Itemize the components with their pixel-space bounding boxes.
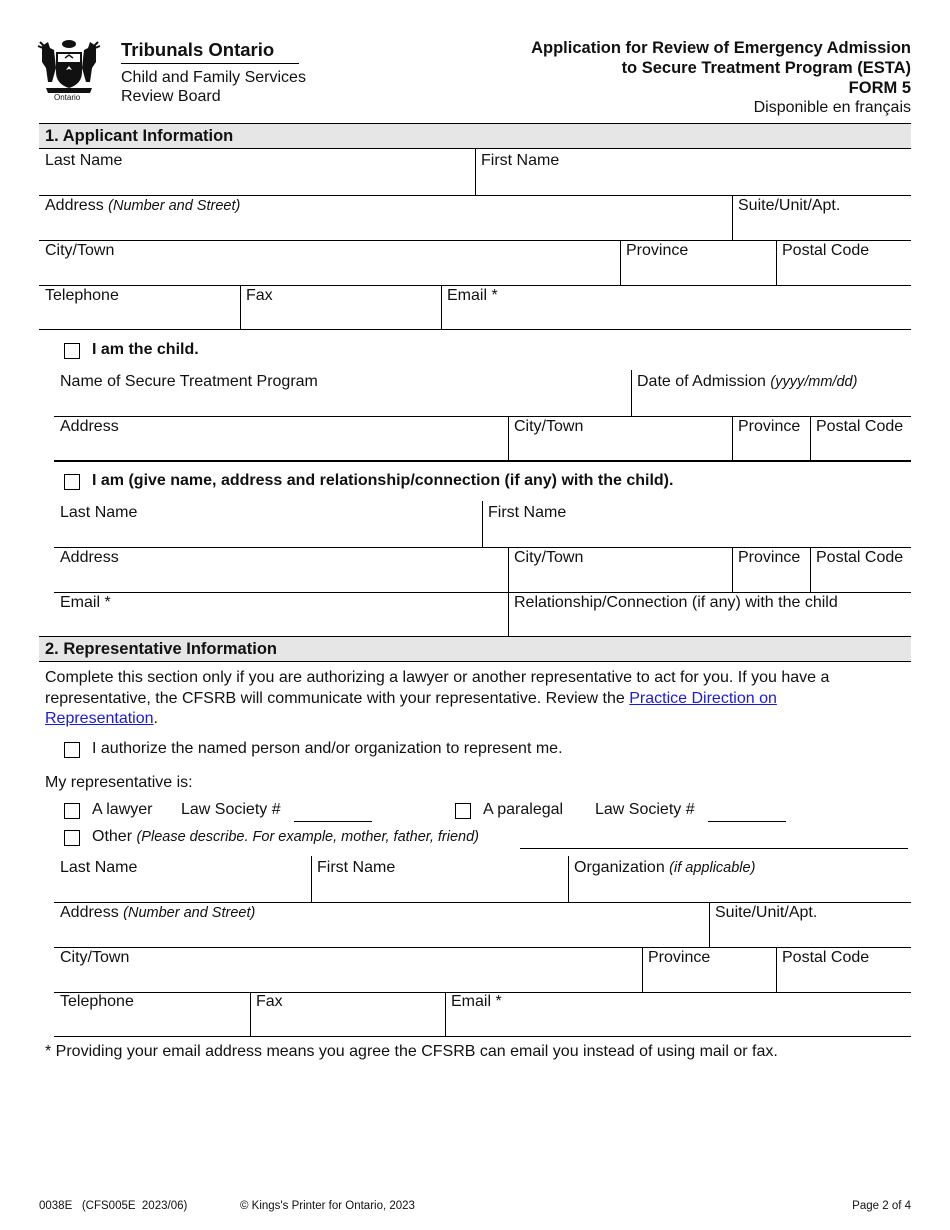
- child-checkbox[interactable]: [64, 343, 80, 359]
- form-title-line1: Application for Review of Emergency Admission: [531, 39, 911, 57]
- other-last-name-label: Last Name: [60, 504, 138, 521]
- program-name-label: Name of Secure Treatment Program: [60, 373, 318, 390]
- rep-city-label: City/Town: [60, 949, 130, 966]
- other-province-label: Province: [738, 549, 801, 566]
- paralegal-label: A paralegal: [483, 801, 564, 818]
- representation-link[interactable]: Representation: [45, 710, 154, 727]
- other-email-label: Email *: [60, 594, 111, 611]
- child-city-label: City/Town: [514, 418, 584, 435]
- rep-province-label: Province: [648, 949, 711, 966]
- rep-telephone-label: Telephone: [60, 993, 134, 1010]
- rep-postal-label: Postal Code: [782, 949, 870, 966]
- practice-direction-link[interactable]: Practice Direction on: [629, 690, 777, 707]
- french-availability: Disponible en français: [753, 99, 911, 116]
- paralegal-law-society-label: Law Society #: [595, 801, 695, 818]
- province-label: Province: [626, 242, 689, 259]
- email-label: Email *: [447, 287, 498, 304]
- lawyer-law-society-label: Law Society #: [181, 801, 281, 818]
- board-line2: Review Board: [121, 88, 221, 105]
- first-name-label: First Name: [481, 152, 560, 169]
- other-city-label: City/Town: [514, 549, 584, 566]
- org-name: Tribunals Ontario: [121, 39, 275, 60]
- rep-fax-label: Fax: [256, 993, 283, 1010]
- page-number: Page 2 of 4: [852, 1200, 911, 1212]
- relationship-label: Relationship/Connection (if any) with the child: [514, 594, 838, 611]
- section2-header: 2. Representative Information: [39, 636, 911, 662]
- section1-header: 1. Applicant Information: [39, 123, 911, 149]
- other-postal-label: Postal Code: [816, 549, 904, 566]
- other-rep-label: Other (Please describe. For example, mother, father, friend): [92, 828, 479, 845]
- other-address-label: Address: [60, 549, 119, 566]
- fax-label: Fax: [246, 287, 273, 304]
- lawyer-law-society-field[interactable]: [294, 821, 372, 822]
- child-address-label: Address: [60, 418, 119, 435]
- other-person-checkbox[interactable]: [64, 474, 80, 490]
- child-province-label: Province: [738, 418, 801, 435]
- rep-address-label: Address (Number and Street): [60, 904, 256, 921]
- rep-email-label: Email *: [451, 993, 502, 1010]
- email-consent-note: * Providing your email address means you agree the CFSRB can email you instead of using mail or fax.: [45, 1043, 778, 1060]
- intro-line3: Representation.: [45, 710, 158, 727]
- logo-caption: Ontario: [54, 93, 81, 102]
- admission-date-label: Date of Admission (yyyy/mm/dd): [637, 373, 858, 390]
- org-underline: [121, 63, 299, 64]
- authorize-checkbox[interactable]: [64, 742, 80, 758]
- my-representative-label: My representative is:: [45, 774, 193, 791]
- telephone-label: Telephone: [45, 287, 119, 304]
- child-checkbox-label: I am the child.: [92, 341, 199, 358]
- board-line1: Child and Family Services: [121, 69, 306, 86]
- other-rep-checkbox[interactable]: [64, 830, 80, 846]
- address-label: Address (Number and Street): [45, 197, 241, 214]
- intro-line2: representative, the CFSRB will communicate with your representative. Review the Practice Direction on: [45, 690, 777, 707]
- paralegal-checkbox[interactable]: [455, 803, 471, 819]
- child-postal-label: Postal Code: [816, 418, 904, 435]
- city-label: City/Town: [45, 242, 115, 259]
- other-rep-description-field[interactable]: [520, 848, 908, 849]
- authorize-label: I authorize the named person and/or organization to represent me.: [92, 740, 563, 757]
- rep-suite-label: Suite/Unit/Apt.: [715, 904, 818, 921]
- copyright: © Kings's Printer for Ontario, 2023: [240, 1200, 415, 1212]
- lawyer-label: A lawyer: [92, 801, 153, 818]
- paralegal-law-society-field[interactable]: [708, 821, 786, 822]
- postal-code-label: Postal Code: [782, 242, 870, 259]
- form-number: FORM 5: [848, 79, 911, 97]
- lawyer-checkbox[interactable]: [64, 803, 80, 819]
- intro-line1: Complete this section only if you are authorizing a lawyer or another representative to act for you. If you have a: [45, 669, 830, 686]
- rep-first-name-label: First Name: [317, 859, 396, 876]
- rep-last-name-label: Last Name: [60, 859, 138, 876]
- last-name-label: Last Name: [45, 152, 123, 169]
- other-first-name-label: First Name: [488, 504, 567, 521]
- rep-organization-label: Organization (if applicable): [574, 859, 756, 876]
- form-title-line2: to Secure Treatment Program (ESTA): [621, 59, 911, 77]
- other-person-checkbox-label: I am (give name, address and relationship/connection (if any) with the child).: [92, 472, 674, 489]
- form-code: 0038E (CFS005E 2023/06): [39, 1200, 188, 1212]
- suite-label: Suite/Unit/Apt.: [738, 197, 841, 214]
